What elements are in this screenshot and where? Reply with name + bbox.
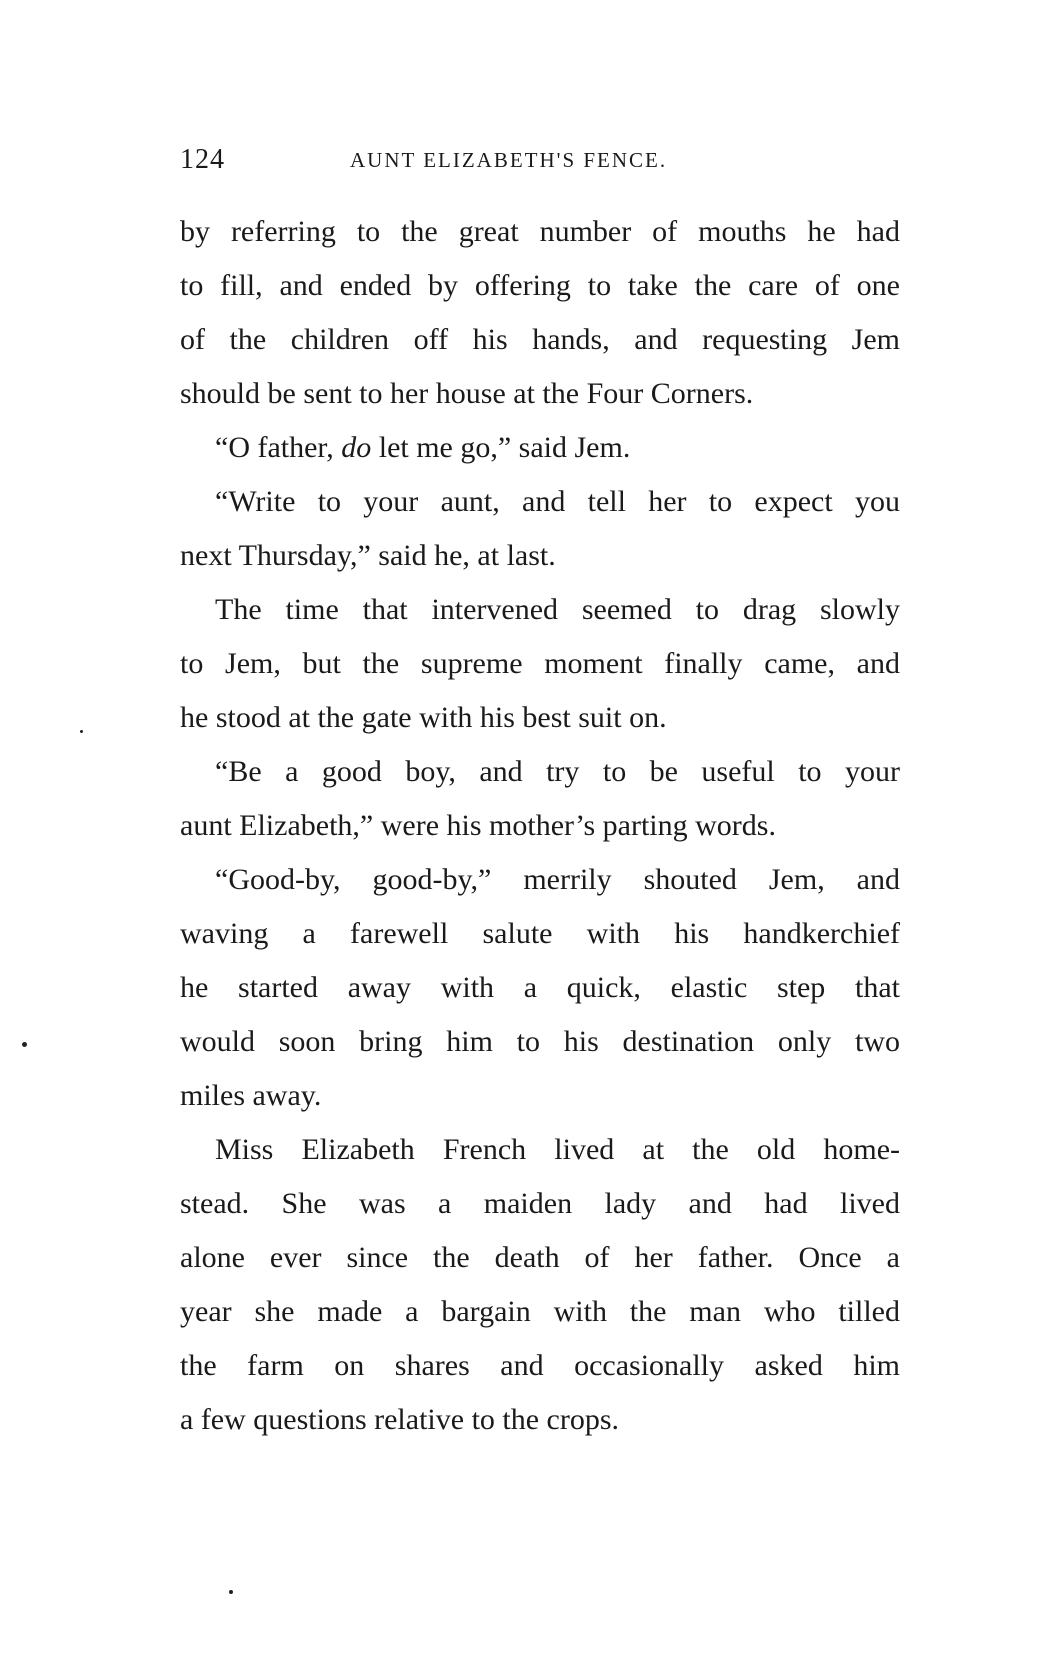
text-line: should be sent to her house at the Four Corners.	[180, 377, 754, 410]
text-line: “Write to your aunt, and tell her to expect you	[215, 485, 900, 518]
text-line: to fill, and ended by offering to take the care of one	[180, 269, 900, 302]
italic-emphasis: do	[341, 431, 372, 464]
text-line: stead. She was a maiden lady and had lived	[180, 1187, 900, 1220]
text-line: The time that intervened seemed to drag slowly	[215, 593, 900, 626]
text-fragment: let me go,” said Jem.	[371, 431, 631, 464]
scan-speck	[229, 1590, 233, 1594]
text-line: next Thursday,” said he, at last.	[180, 539, 556, 572]
text-line: of the children off his hands, and requesting Jem	[180, 323, 900, 356]
text-line: a few questions relative to the crops.	[180, 1403, 620, 1436]
text-line: year she made a bargain with the man who tilled	[180, 1295, 900, 1328]
text-line: “Good-by, good-by,” merrily shouted Jem, and	[215, 863, 900, 896]
running-head: AUNT ELIZABETH'S FENCE.	[350, 148, 668, 172]
text-line: “Be a good boy, and try to be useful to your	[215, 755, 900, 788]
text-fragment: “O father,	[215, 431, 342, 464]
text-line: he started away with a quick, elastic step that	[180, 971, 900, 1004]
text-line: waving a farewell salute with his handkerchief	[180, 917, 900, 950]
text-line: the farm on shares and occasionally asked him	[180, 1349, 900, 1382]
page-header	[180, 144, 900, 184]
text-line: would soon bring him to his destination only two	[180, 1025, 900, 1058]
page-number: 124	[180, 144, 225, 175]
text-line: Miss Elizabeth French lived at the old home-	[215, 1133, 900, 1166]
text-line	[180, 421, 900, 475]
text-line: he stood at the gate with his best suit on.	[180, 701, 667, 734]
text-line: aunt Elizabeth,” were his mother’s parting words.	[180, 809, 776, 842]
text-line: to Jem, but the supreme moment finally came, and	[180, 647, 900, 680]
body-text	[180, 205, 900, 1447]
text-line: by referring to the great number of mouths he had	[180, 215, 900, 248]
scan-speck	[22, 1042, 27, 1047]
text-line: alone ever since the death of her father. Once a	[180, 1241, 900, 1274]
scan-speck	[80, 730, 83, 733]
text-line: miles away.	[180, 1079, 322, 1112]
